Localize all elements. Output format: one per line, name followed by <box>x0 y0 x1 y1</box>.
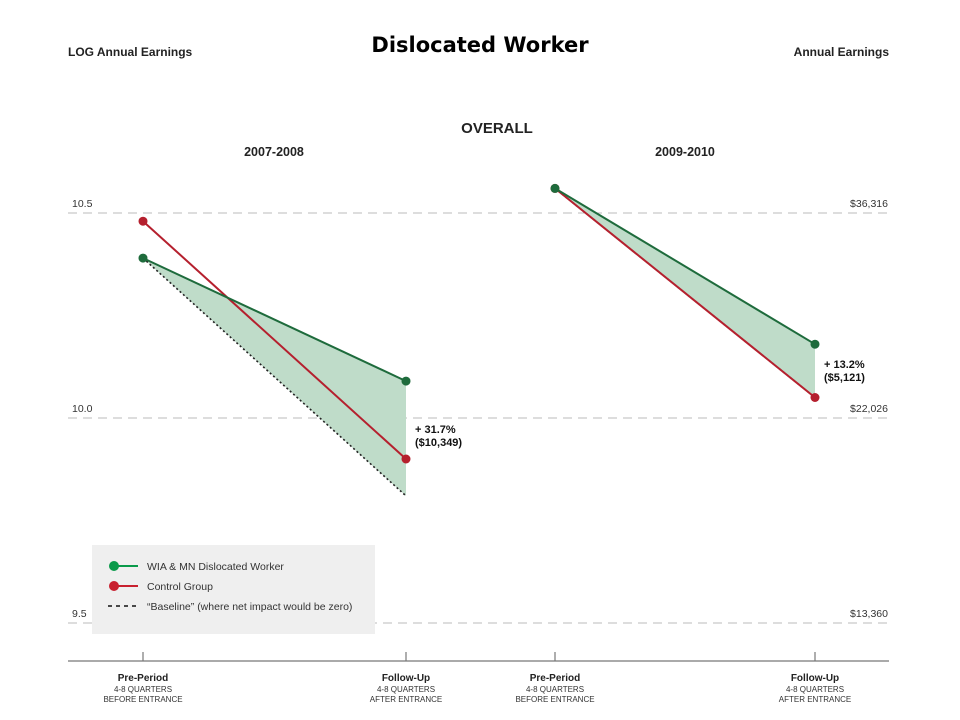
y-tick-right: $13,360 <box>850 608 888 620</box>
y-tick-left: 9.5 <box>72 608 87 620</box>
treatment-point <box>402 377 411 386</box>
impact-percent-label: + 13.2% <box>824 359 865 371</box>
y-tick-right: $36,316 <box>850 198 888 210</box>
legend-box <box>92 545 375 634</box>
x-tick-sublabel: BEFORE ENTRANCE <box>515 695 595 704</box>
legend-swatch-dot <box>109 561 119 571</box>
legend <box>92 545 375 634</box>
control-group-line <box>555 188 815 397</box>
legend-label: “Baseline” (where net impact would be zero) <box>147 601 353 613</box>
x-tick-sublabel: AFTER ENTRANCE <box>369 695 443 704</box>
treatment-line <box>555 188 815 344</box>
panel-1 <box>139 217 463 496</box>
control-group-line <box>143 221 406 459</box>
x-tick-sublabel: BEFORE ENTRANCE <box>103 695 183 704</box>
y-tick-right: $22,026 <box>850 403 888 415</box>
x-tick-sublabel: 4-8 QUARTERS <box>525 685 585 694</box>
legend-label: WIA & MN Dislocated Worker <box>147 561 284 573</box>
plot-area <box>139 184 866 496</box>
control-point <box>402 455 411 464</box>
x-tick-label: Follow-Up <box>381 673 431 684</box>
x-axis <box>68 652 889 704</box>
impact-dollars-label: ($5,121) <box>824 372 865 384</box>
legend-label: Control Group <box>147 581 213 593</box>
legend-swatch-dot <box>109 581 119 591</box>
x-tick-sublabel: 4-8 QUARTERS <box>785 685 845 694</box>
panel-2-title: 2009-2010 <box>655 145 715 159</box>
x-tick-sublabel: 4-8 QUARTERS <box>376 685 436 694</box>
x-tick-label: Pre-Period <box>117 673 169 684</box>
impact-dollars-label: ($10,349) <box>415 437 463 449</box>
chart-title: Dislocated Worker <box>371 33 589 57</box>
control-point <box>811 393 820 402</box>
x-tick-label: Pre-Period <box>529 673 581 684</box>
y-tick-left: 10.5 <box>72 198 93 210</box>
panel-2 <box>551 184 866 402</box>
treatment-point <box>139 254 148 263</box>
control-point <box>139 217 148 226</box>
x-tick-label: Follow-Up <box>790 673 840 684</box>
left-axis-label: LOG Annual Earnings <box>68 45 193 59</box>
impact-percent-label: + 31.7% <box>415 424 456 436</box>
treatment-point <box>551 184 560 193</box>
x-tick-sublabel: AFTER ENTRANCE <box>778 695 852 704</box>
right-axis-label: Annual Earnings <box>793 45 889 59</box>
panel-1-title: 2007-2008 <box>244 145 304 159</box>
treatment-point <box>811 340 820 349</box>
chart-subtitle: OVERALL <box>461 120 533 137</box>
x-tick-sublabel: 4-8 QUARTERS <box>113 685 173 694</box>
y-tick-left: 10.0 <box>72 403 93 415</box>
